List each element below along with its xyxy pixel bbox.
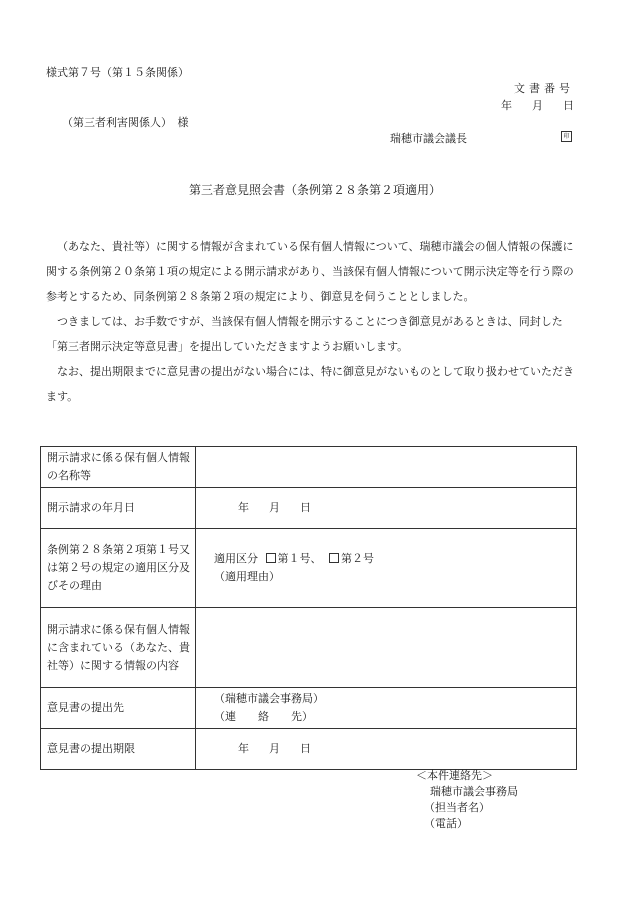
ymd-day: 日	[300, 742, 311, 755]
category-label: 適用区分	[214, 552, 258, 565]
ymd-day: 日	[300, 501, 311, 514]
request-date-ymd	[214, 501, 311, 514]
body-paragraph: （あなた、貴社等）に関する情報が含まれている保有個人情報について、瑞穂市議会の個人情報の保護に関する条例第２０条第１項の規定による開示請求があり、当該保有個人情報について開示決定等を行う際の参考とするため、同条例第２８条第２項の規定により、御意見を伺うこととしました。	[46, 240, 574, 303]
row-label-info-name: 開示請求に係る保有個人情報の名称等	[41, 447, 196, 488]
category-line	[214, 550, 576, 568]
category-field	[196, 529, 577, 608]
contact-office: 瑞穂市議会事務局	[430, 785, 518, 798]
table-row	[41, 488, 577, 529]
table-row	[41, 688, 577, 729]
contact-person: （担当者名）	[424, 801, 490, 814]
submit-to-office: （瑞穂市議会事務局）	[214, 692, 324, 705]
row-label-submit-to: 意見書の提出先	[41, 688, 196, 729]
request-date-field[interactable]	[196, 488, 577, 529]
option2-checkbox[interactable]	[329, 553, 339, 563]
form-number: 様式第７号（第１５条関係）	[46, 66, 189, 79]
reason-label: （適用理由）	[214, 570, 280, 583]
table-row	[41, 447, 577, 488]
deadline-field[interactable]	[196, 729, 577, 770]
submit-to-contact: （連 絡 先）	[214, 710, 313, 723]
ymd-year: 年	[238, 742, 249, 755]
option2-label: 第２号	[341, 552, 374, 565]
info-content-field[interactable]	[196, 608, 577, 688]
seal-mark: 印	[561, 131, 572, 142]
row-label-category: 条例第２８条第２項第１号又は第２号の規定の適用区分及びその理由	[41, 529, 196, 608]
document-number-label: 文書番号	[514, 82, 574, 95]
date-day: 日	[563, 99, 574, 112]
body-paragraph: つきましては、お手数ですが、当該保有個人情報を開示することにつき御意見があるときは、同封した「第三者開示決定等意見書」を提出していただきますようお願いします。	[46, 315, 563, 353]
row-label-info-content: 開示請求に係る保有個人情報に含まれている（あなた、貴社等）に関する情報の内容	[41, 608, 196, 688]
issue-date-label	[481, 99, 574, 112]
info-name-field[interactable]	[196, 447, 577, 488]
body-paragraph: なお、提出期限までに意見書の提出がない場合には、特に御意見がないものとして取り扱わせていただきます。	[46, 365, 574, 403]
issuer-name: 瑞穂市議会議長	[390, 132, 467, 145]
document-title: 第三者意見照会書（条例第２８条第２項適用）	[188, 183, 441, 197]
contact-block	[416, 768, 518, 832]
row-label-deadline: 意見書の提出期限	[41, 729, 196, 770]
ymd-month: 月	[269, 501, 280, 514]
option1-label: 第１号、	[277, 552, 322, 565]
table-row	[41, 529, 577, 608]
ymd-month: 月	[269, 742, 280, 755]
ymd-year: 年	[238, 501, 249, 514]
contact-phone: （電話）	[424, 817, 468, 830]
row-label-request-date: 開示請求の年月日	[41, 488, 196, 529]
date-year: 年	[501, 99, 512, 112]
submit-to-field	[196, 688, 577, 729]
contact-heading: ＜本件連絡先＞	[416, 769, 493, 782]
body-text	[46, 234, 578, 409]
table-row	[41, 729, 577, 770]
inquiry-form-table	[40, 446, 577, 770]
addressee: （第三者利害関係人） 様	[62, 116, 189, 129]
date-month: 月	[532, 99, 543, 112]
deadline-ymd	[214, 742, 311, 755]
option1-checkbox[interactable]	[266, 553, 276, 563]
table-row	[41, 608, 577, 688]
